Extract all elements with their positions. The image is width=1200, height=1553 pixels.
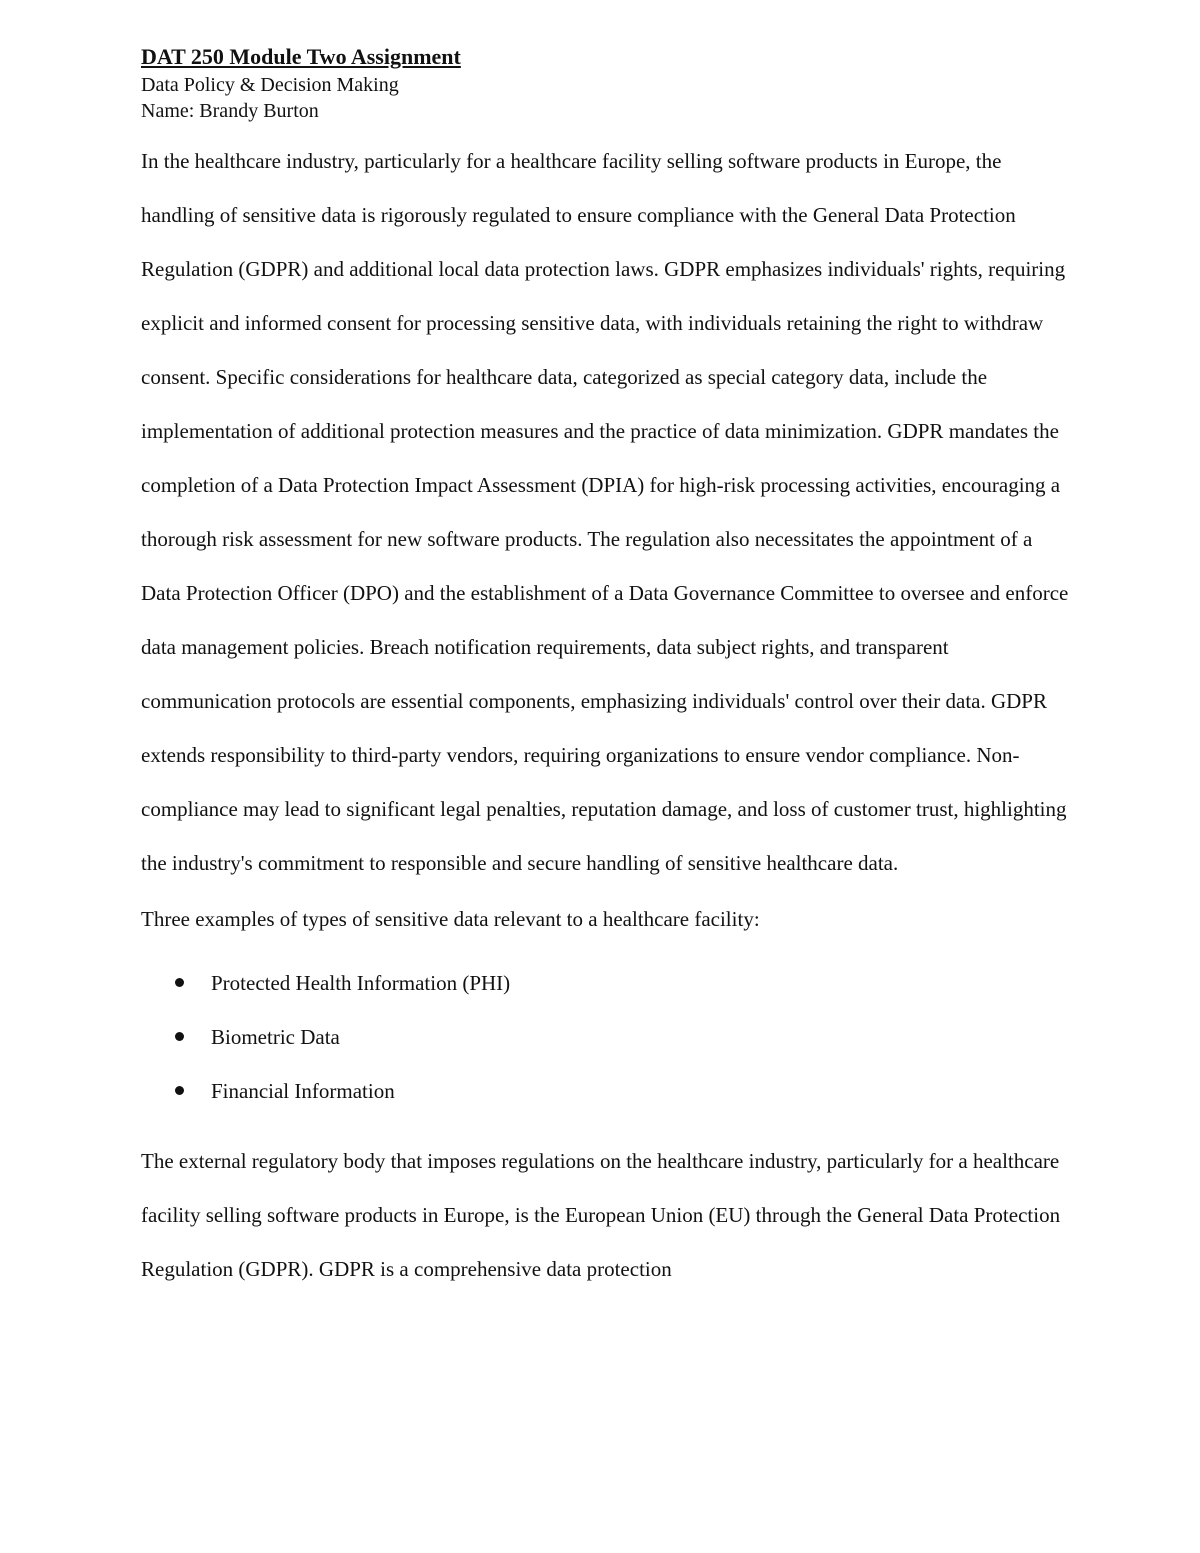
bullet-icon [175,1086,184,1095]
bullet-icon [175,978,184,987]
list-item [141,956,1071,1010]
document-title: DAT 250 Module Two Assignment [141,44,461,69]
list-item [141,1064,1071,1118]
list-item-text: Protected Health Information (PHI) [211,971,511,995]
document-content [141,42,1071,1296]
list-item-text: Biometric Data [211,1025,340,1049]
author-name-line: Name: Brandy Burton [141,100,319,122]
examples-intro: Three examples of types of sensitive data relevant to a healthcare facility: [141,907,760,931]
list-item [141,1010,1071,1064]
list-item-text: Financial Information [211,1079,395,1103]
body-paragraph-gdpr-overview: In the healthcare industry, particularly for a healthcare facility selling software products in Europe, the handling of sensitive data is rigorously regulated to ensure compliance with the General Data Protection Regulation (GDPR) and additional local data protection laws. GDPR emphasizes individuals' rights, requiring explicit and informed consent for processing sensitive data, with individuals retaining the right to withdraw consent. Specific considerations for healthcare data, categorized as special category data, include the implementation of additional protection measures and the practice of data minimization. GDPR mandates the completion of a Data Protection Impact Assessment (DPIA) for high-risk processing activities, encouraging a thorough risk assessment for new software products. The regulation also necessitates the appointment of a Data Protection Officer (DPO) and the establishment of a Data Governance Committee to oversee and enforce data management policies. Breach notification requirements, data subject rights, and transparent communication protocols are essential components, emphasizing individuals' control over their data. GDPR extends responsibility to third-party vendors, requiring organizations to ensure vendor compliance. Non-compliance may lead to significant legal penalties, reputation damage, and loss of customer trust, highlighting the industry's commitment to responsible and secure handling of sensitive healthcare data. [141,149,1069,875]
sensitive-data-examples-list [141,956,1071,1118]
body-paragraph-regulatory-body: The external regulatory body that imposes regulations on the healthcare industry, particularly for a healthcare facility selling software products in Europe, is the European Union (EU) through the General Data Protection Regulation (GDPR). GDPR is a comprehensive data protection [141,1149,1061,1281]
bullet-icon [175,1032,184,1041]
document-subtitle: Data Policy & Decision Making [141,74,399,96]
